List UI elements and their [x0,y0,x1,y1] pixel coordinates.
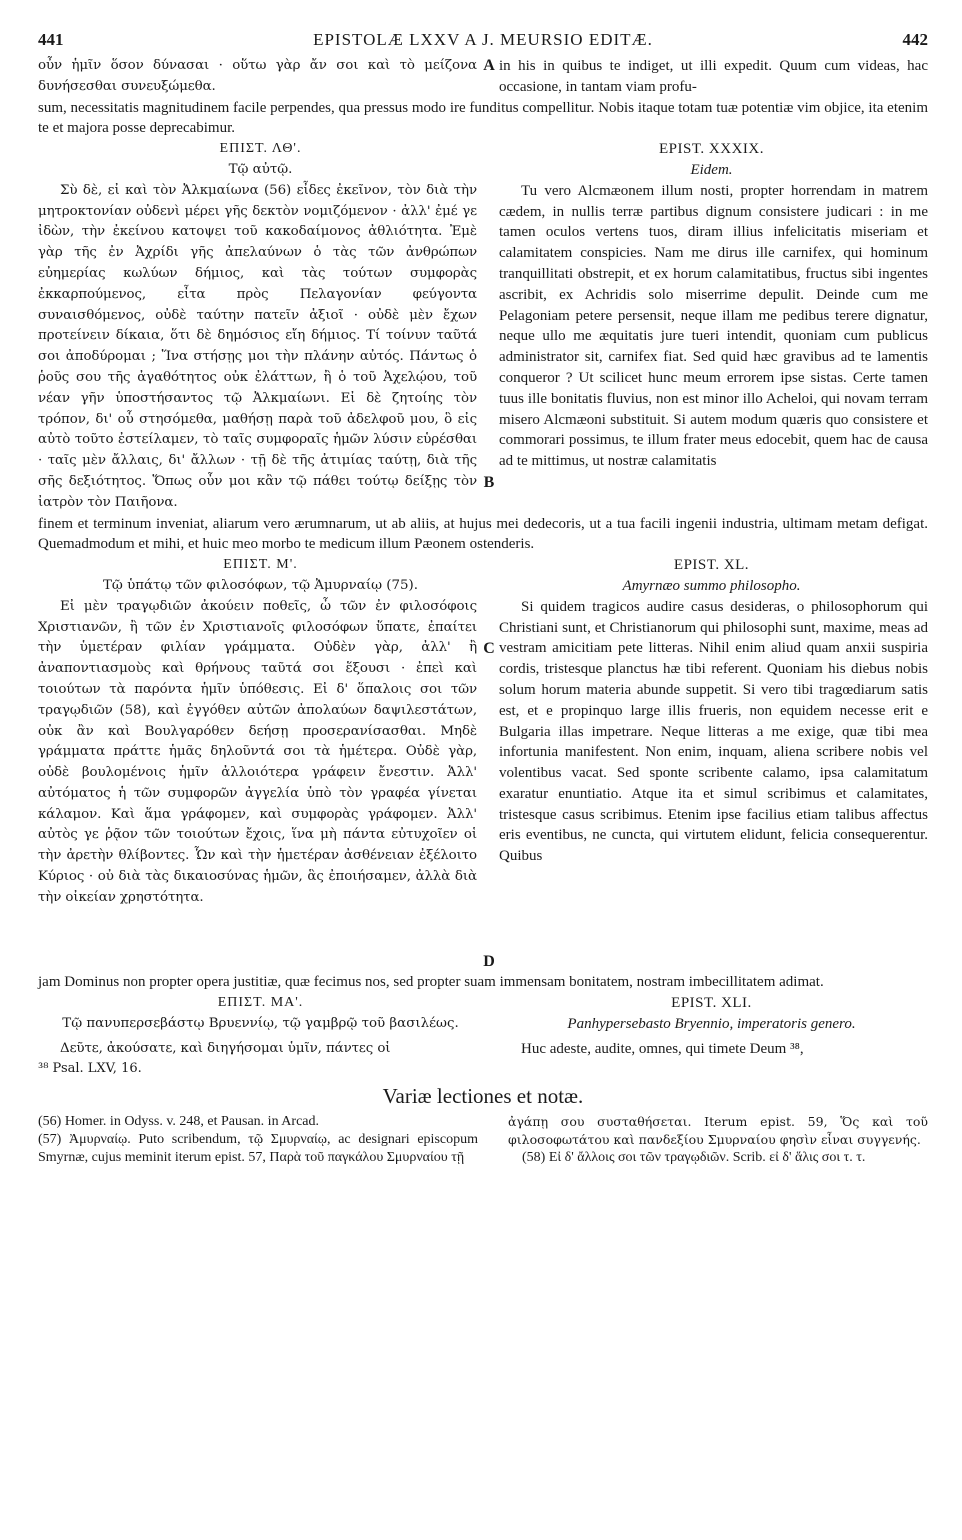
note-56: (56) Homer. in Odyss. v. 248, et Pausan. in Arcad. [38,1113,319,1129]
ep38-columns [38,56,928,98]
ep39-heading-row [38,139,928,160]
page-number-left: 441 [38,30,64,49]
notes-left-column [38,1113,478,1167]
ep40-margin [483,597,495,973]
note-58: (58) Εἰ δ' ἄλλοις σοι τῶν τραγῳδιῶν. Scrib. εἰ δ' ἅλις σοι τ. τ. [522,1149,866,1165]
ep41-greek-text: Δεῦτε, ἀκούσατε, καὶ διηγήσομαι ὑμῖν, πάντες οἱ [60,1040,391,1056]
notes-columns [38,1113,928,1167]
ep41-latin-text: Huc adeste, audite, omnes, qui timete Deum ³⁸, [521,1040,804,1057]
ep39-columns [38,181,928,514]
note-57-continued: ἀγάπῃ σου συσταθήσεται. Iterum epist. 59, Ὅς καὶ τοῦ φιλοσοφωτάτου καὶ πανδεξίου Σμυρναίου φησὶν εἶναι συγγενής. [508,1113,928,1147]
ep39-heading-greek: ΕΠΙΣΤ. ΛΘ'. [219,141,302,157]
ep38-greek-text: οὖν ἡμῖν ὅσον δύνασαι · οὕτω γὰρ ἄν σοι καὶ τὸ μείζονα δυνήσεσθαι συνευξώμεθα. [38,58,477,94]
ep39-greek-text: Σὺ δὲ, εἰ καὶ τὸν Ἀλκμαίωνα (56) εἶδες ἐκεῖνον, τὸν διὰ τὴν μητροκτονίαν οὐδενὶ μέρει γῆς δεκτὸν νομιζόμενον · ἀλλ' ἐμέ γε ἰδὼν, τὴν ἐκείνου κατοψει τοῦ κακοδαίμονος ἀθλιότητα. Ἐμὲ γὰρ τῆς ἐν Ἀχρίδι γῆς ἀπελαύνων ὁ τὰς τῶν ἀνθρώπων εὐημερίας κωλύων δήμιος, καὶ τὰς τούτων συμφορὰς ἐκκαρπούμενος, εἶτα πρὸς Πελαγονίαν φεύγοντα συναισθόμενος, οὐδὲ ταύτην πατεῖν ἀξιοῖ · οὐδὲ μὲν ἔχων προτείνειν δίκαια, ὅτι δὲ δημόσιος εἴη δήμιος. Τί τοίνυν ταῦτά σοι ἀποδύρομαι ; Ἵνα στήσῃς μοι τὴν πλάνην αὐτός. Πάντως ὁ ῥοῦς σου τῆς ἀγαθότητος οὐκ ἐλάττων, ἢ ὁ τοῦ Ἀχελῴου, τοῦ νέαν γῆν ὑποστήσαντος τῷ Ἀλκμαίωνι. Εἰ δὲ ζητοίης τὸν τρόπον, δι' οὗ στησόμεθα, μαθήσῃ παρὰ τοῦ ἀδελφοῦ μου, ὃ εἰς αὐτὸ τοῦτο ἐστείλαμεν, τὸ ταῖς συμφοραῖς ἡμῶν λύσιν εὑρέσθαι · ταῖς μὲν ἄλλαις, δι' ἄλλων · τῇ δὲ τῆς ἀτιμίας ταύτῃ, διὰ τῆς σῆς δεξιότητος. Ὅπως οὖν μοι κἂν τῷ πάθει τούτῳ δείξῃς τὸν ἰατρὸν τὸν Παιῆονα. [38,182,477,510]
ep39-address-greek: Τῷ αὐτῷ. [228,161,293,177]
ep40-heading-row [38,555,928,576]
margin-marker-a: A [483,57,495,74]
ep40-greek-text: Εἰ μὲν τραγῳδιῶν ἀκούειν ποθεῖς, ὦ τῶν ἐν φιλοσόφοις Χριστιανῶν, ἢ τῶν ἐν Χριστιανοῖς φιλοσόφων ὕπατε, ἐπαίτει τὴν ὑμετέραν φιλίαν γράμματα. Οὐδὲν γὰρ, ἀλλ' ἢ ἀναποντιασμοὺς καὶ θρήνους ταῦτά σοι ἕξουσι · ἐπεὶ καὶ τοιούτων τὰ παρόντα ἡμῖν ὑπόθεσις. Εἰ δ' ὅπαλοις σοι τῶν τραγῳδιῶν (58), καὶ ἐγγόθεν αὐτῶν ἀπολαύων δαψιλεστάτων, οὐκ ἂν καὶ Βουλγαρόθεν δεήσῃ προσερανίσασθαι. Μηδὲ γράμματα πράττε ἡμᾶς δηλοῦντά σοι τὰ ἡμέτερα. Οὐδὲ γὰρ, οὐδὲ βουλομένοις ἡμῖν ἀλλοιότερα γράφειν ἔνεστιν. Ἀλλ' αὐτόματος ἡ τῶν συμφορῶν ἀγγελία ὑπὸ τὸν γραφέα γίνεται κάλαμον. Καὶ ἅμα γράφομεν, καὶ συμφορὰς γράφομεν. Ἀλλ' αὐτὸς γε ῥᾷον τῶν τοιούτων ἔχοις, ἵνα μὴ πάντα εὐτυχοῖεν οἱ τὴν ἀρετὴν θλίβοντες. Ὧν καὶ τὴν ἡμετέραν ἀσθένειαν ἐξέλοιτο Κύριος · οὐ διὰ τὰς δικαιοσύνας ἡμῶν, ἃς ἐποιήσαμεν, ἀλλὰ διὰ τὴν οἰκείαν χρηστότητα. [38,598,477,905]
ep40-address-latin: Amyrnæo summo philosopho. [622,577,801,594]
margin-marker-d: D [483,952,495,970]
running-head [38,30,928,56]
running-title: EPISTOLÆ LXXV A J. MEURSIO EDITÆ. [313,30,653,49]
ep40-latin-text: Si quidem tragicos audire casus desideras, o philosophorum qui Christiani sunt, et Christianorum qui philosophi sunt, maxime, meas ad vestram amicitiam pete litteras. Nihil enim aliud quam anxii suspiria cordis, tristesque planctus hæ tibi referent. Quoniam his diebus nobis solum horum materia abunde suppetit. Si vero tibi tragœdiarum satis est, et e propinquo large illis frueris, non equidem necesse erit e Bulgaria illas impetrare. Neque litteras a me exige, quæ tibi mea infortunia manifestent. Non enim, inquam, aliena scribere nobis vel volentibus vacat. Sed sponte scribente calamo, ipsa calamitatum exaratur enuntiatio. Atque ita et simul scribimus et calamitates, tristesque casus scribimus. Etenim ipse facilius etiam talibus affectus eris eventibus, ne cuncta, qui virtutem elidunt, felicia consequerentur. Quibus [499,598,928,865]
ep39-full-width-text: finem et terminum inveniat, aliarum vero ærumnarum, ut ab aliis, at hujus mei dedecoris, ut a tua facili ingenii industria, ultimam metam defigat. Quemadmodum et mihi, et huic meo morbo te medicum illum Pæonem ostenderis. [38,515,928,553]
ep41-heading-row [38,993,928,1014]
ep39-latin-text: Tu vero Alcmæonem illum nosti, propter horrendam in matrem cædem, in nullis terræ partibus dignum consistere judicari : in me tamen oculos vertens tuos, diram illius infelicitatis miseriam et calamitatem conspicies. Nam me dirus ille carnifex, qui hominum tranquillitati obstrepit, et ex horum calamitatibus, fructus sibi ingentes ascribit, ex Achridis solo miserrime depulit. Deinde cum me Pelagoniam petere persensit, neque illam me pedibus terere dignatur, neque ullo me æquitatis jure tueri intendit, quoniam cum publicus administrator sit, carnifex fiat. Sed quid hæc gravibus ad te lamentis conqueror ? Ut scilicet hunc meum errorem ipse sistas. Certe tamen tuus ille bonitatis fluvius, non est minor illo Acheloi, qui novam terram misero Alcmæoni substituit. Si autem modum quæris quo consistere et commorari possimus, te illum frater meus edocebit, quem hac de causa ad te mittimus, ut nostræ calamitatis [499,182,928,470]
ep39-address-row [38,160,928,181]
ep39-heading-latin: EPIST. XXXIX. [659,141,764,158]
ep41-heading-latin: EPIST. XLI. [671,995,752,1012]
margin-marker-c: C [483,639,495,657]
ep41-address-row [38,1014,928,1035]
ep40-heading-latin: EPIST. XL. [673,557,750,574]
page [38,30,928,1167]
ep40-full-width-text: jam Dominus non propter opera justitiæ, quæ fecimus nos, sed propter suam immensam bonitatem, nostram imbecillitatem adimat. [38,974,824,991]
ep41-columns [38,1039,928,1060]
ep39-address-latin: Eidem. [690,161,733,178]
ep41-address-greek: Τῷ πανυπερσεβάστῳ Βρυεννίῳ, τῷ γαμβρῷ τοῦ βασιλέως. [62,1015,459,1031]
note-57: (57) Ἀμυρναίῳ. Puto scribendum, τῷ Σμυρναίῳ, ac designari episcopum Smyrnæ, cujus meminit iterum epist. 57, Παρὰ τοῦ παγκάλου Σμυρναίου τῇ [38,1131,478,1165]
margin-marker-b: B [483,473,495,491]
ep40-address-row [38,576,928,597]
ep41-address-latin: Panhypersebasto Bryennio, imperatoris genero. [567,1015,856,1032]
notes-right-column [508,1113,928,1167]
ep40-columns [38,597,928,973]
ep40-heading-greek: ΕΠΙΣΤ. Μ'. [223,557,298,573]
notes-title: Variæ lectiones et notæ. [382,1083,584,1108]
ep38-latin-text: in his in quibus te indiget, ut illi expedit. Quum cum videas, hac occasione, in tantam viam profu- [499,58,928,95]
ep38-full-width-text: sum, necessitatis magnitudinem facile perpendes, qua pressus modo ire funditus compellitur. Nobis itaque totam tuæ potentiæ vim objice, ita etenim te et majora posse deprecabimur. [38,99,928,137]
ep41-heading-greek: ΕΠΙΣΤ. ΜΑ'. [217,995,304,1011]
scripture-footnote: ³⁸ Psal. LXV, 16. [38,1060,142,1076]
page-number-right: 442 [902,30,928,49]
ep40-address-greek: Τῷ ὑπάτῳ τῶν φιλοσόφων, τῷ Ἀμυρναίῳ (75). [102,577,419,593]
